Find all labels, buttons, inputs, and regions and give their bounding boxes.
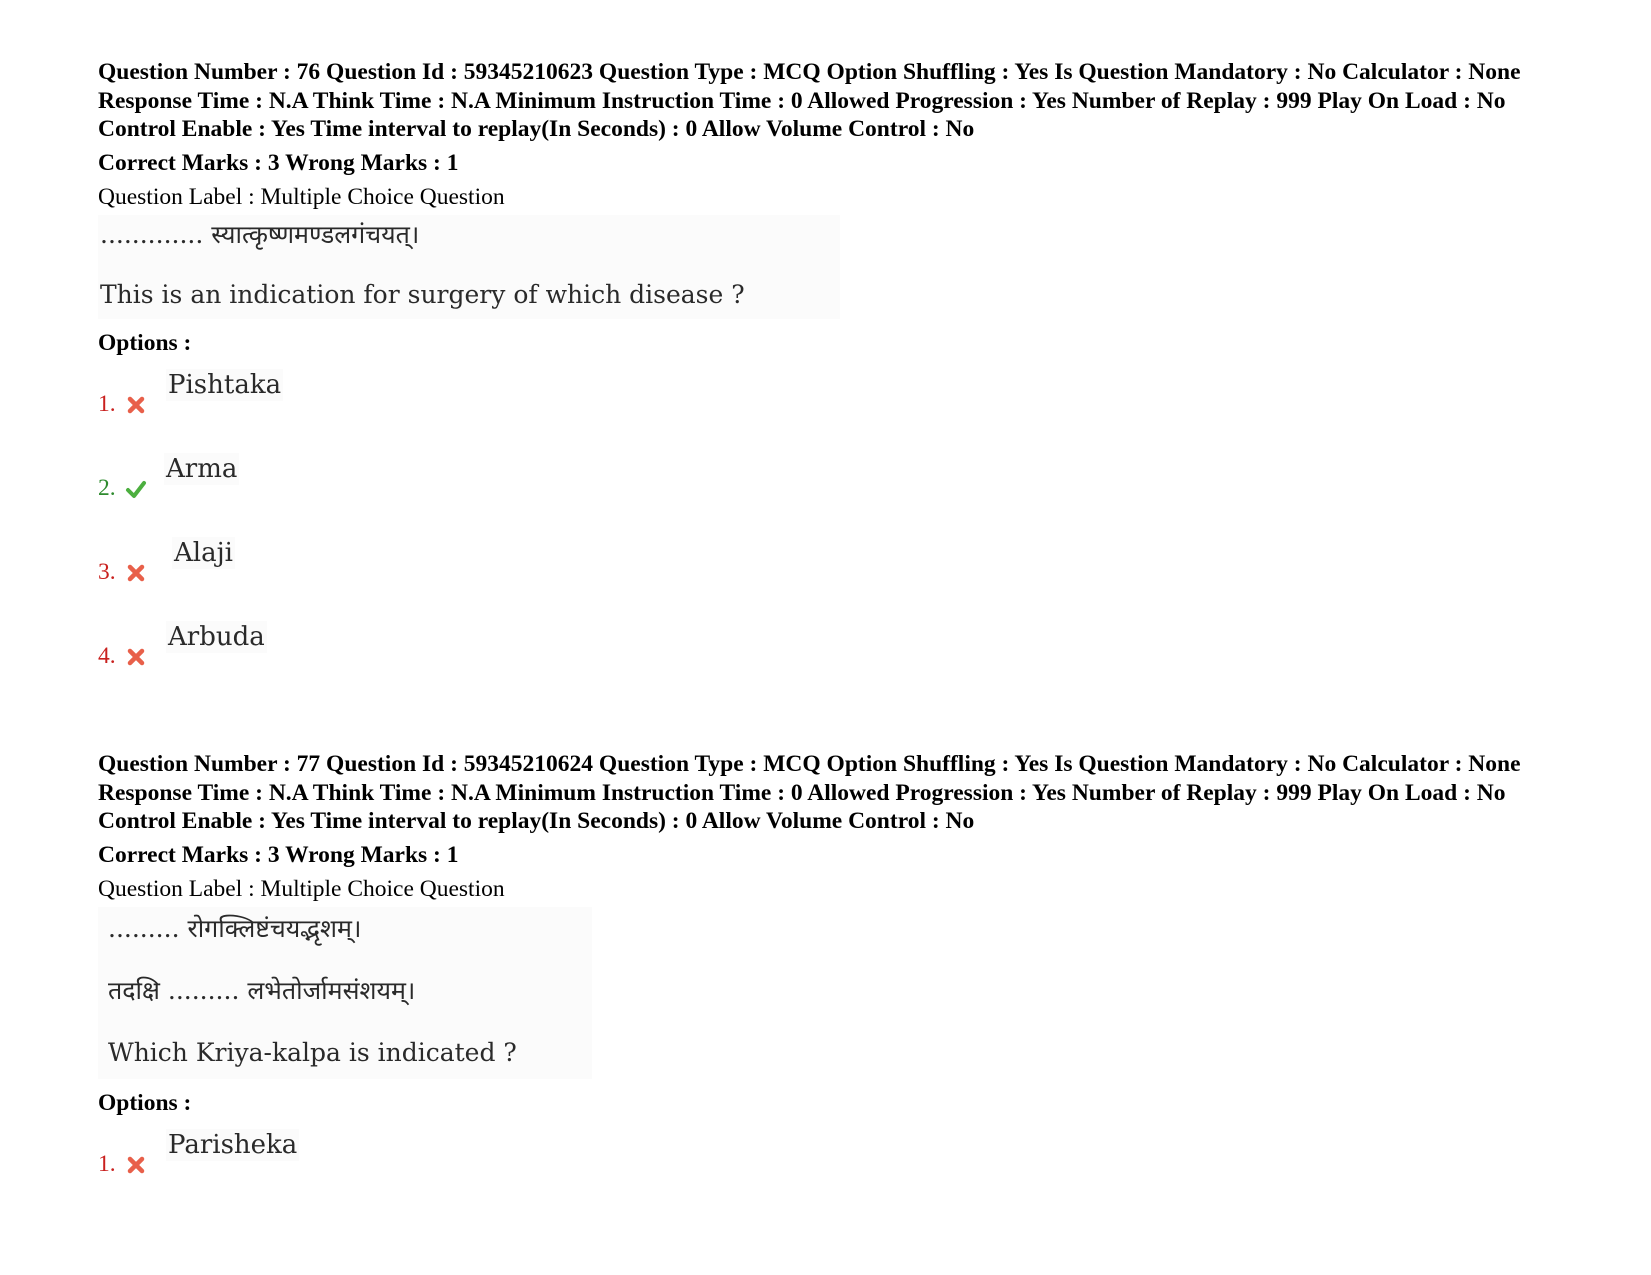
option-number: 4. bbox=[98, 642, 116, 669]
options-heading: Options : bbox=[98, 1089, 192, 1116]
question-text: This is an indication for surgery of which disease ? bbox=[100, 279, 745, 309]
cross-icon bbox=[126, 563, 146, 583]
option-2 bbox=[98, 441, 1568, 525]
option-number: 3. bbox=[98, 558, 116, 585]
option-3 bbox=[98, 525, 1568, 609]
question-label: Question Label : Multiple Choice Question bbox=[98, 875, 505, 902]
option-number: 1. bbox=[98, 1150, 116, 1177]
option-number: 1. bbox=[98, 390, 116, 417]
option-1 bbox=[98, 1117, 1568, 1201]
sanskrit-verse-line: ............. स्यात्कृष्णमण्डलगंचयत्। bbox=[100, 219, 420, 249]
check-icon bbox=[124, 479, 148, 499]
question-77 bbox=[98, 750, 1568, 1201]
option-number: 2. bbox=[98, 474, 116, 501]
question-marks: Correct Marks : 3 Wrong Marks : 1 bbox=[98, 841, 459, 868]
cross-icon bbox=[126, 1155, 146, 1175]
options-heading: Options : bbox=[98, 329, 192, 356]
question-text: Which Kriya-kalpa is indicated ? bbox=[108, 1037, 517, 1067]
cross-icon bbox=[126, 395, 146, 415]
question-marks: Correct Marks : 3 Wrong Marks : 1 bbox=[98, 149, 459, 176]
question-label: Question Label : Multiple Choice Question bbox=[98, 183, 505, 210]
option-text: Arbuda bbox=[168, 621, 265, 652]
cross-icon bbox=[126, 647, 146, 667]
sanskrit-verse-line: तदक्षि ......... लभेतोर्जामसंशयम्। bbox=[108, 975, 416, 1005]
question-76 bbox=[98, 58, 1568, 693]
question-image bbox=[98, 215, 840, 319]
option-text: Parisheka bbox=[168, 1129, 298, 1160]
sanskrit-verse-line: ......... रोगक्लिष्टंचयद्भृशम्। bbox=[108, 913, 362, 943]
option-text: Alaji bbox=[174, 537, 233, 568]
option-text: Pishtaka bbox=[168, 369, 282, 400]
option-1 bbox=[98, 357, 1568, 441]
option-text: Arma bbox=[166, 453, 238, 484]
question-meta: Question Number : 76 Question Id : 59345210623 Question Type : MCQ Option Shuffling : Yes Is Question Mandatory : No Calculator : None Response Time : N.A Think Time : N.A Minimum Instruction Time : 0 Allowed Progression : Yes Number of Replay : 999 Play On Load : No Control Enable : Yes Time interval to replay(In Seconds) : 0 Allow Volume Control : No bbox=[98, 59, 1521, 142]
question-meta: Question Number : 77 Question Id : 59345210624 Question Type : MCQ Option Shuffling : Yes Is Question Mandatory : No Calculator : None Response Time : N.A Think Time : N.A Minimum Instruction Time : 0 Allowed Progression : Yes Number of Replay : 999 Play On Load : No Control Enable : Yes Time interval to replay(In Seconds) : 0 Allow Volume Control : No bbox=[98, 751, 1521, 834]
question-image bbox=[98, 907, 592, 1079]
option-4 bbox=[98, 609, 1568, 693]
